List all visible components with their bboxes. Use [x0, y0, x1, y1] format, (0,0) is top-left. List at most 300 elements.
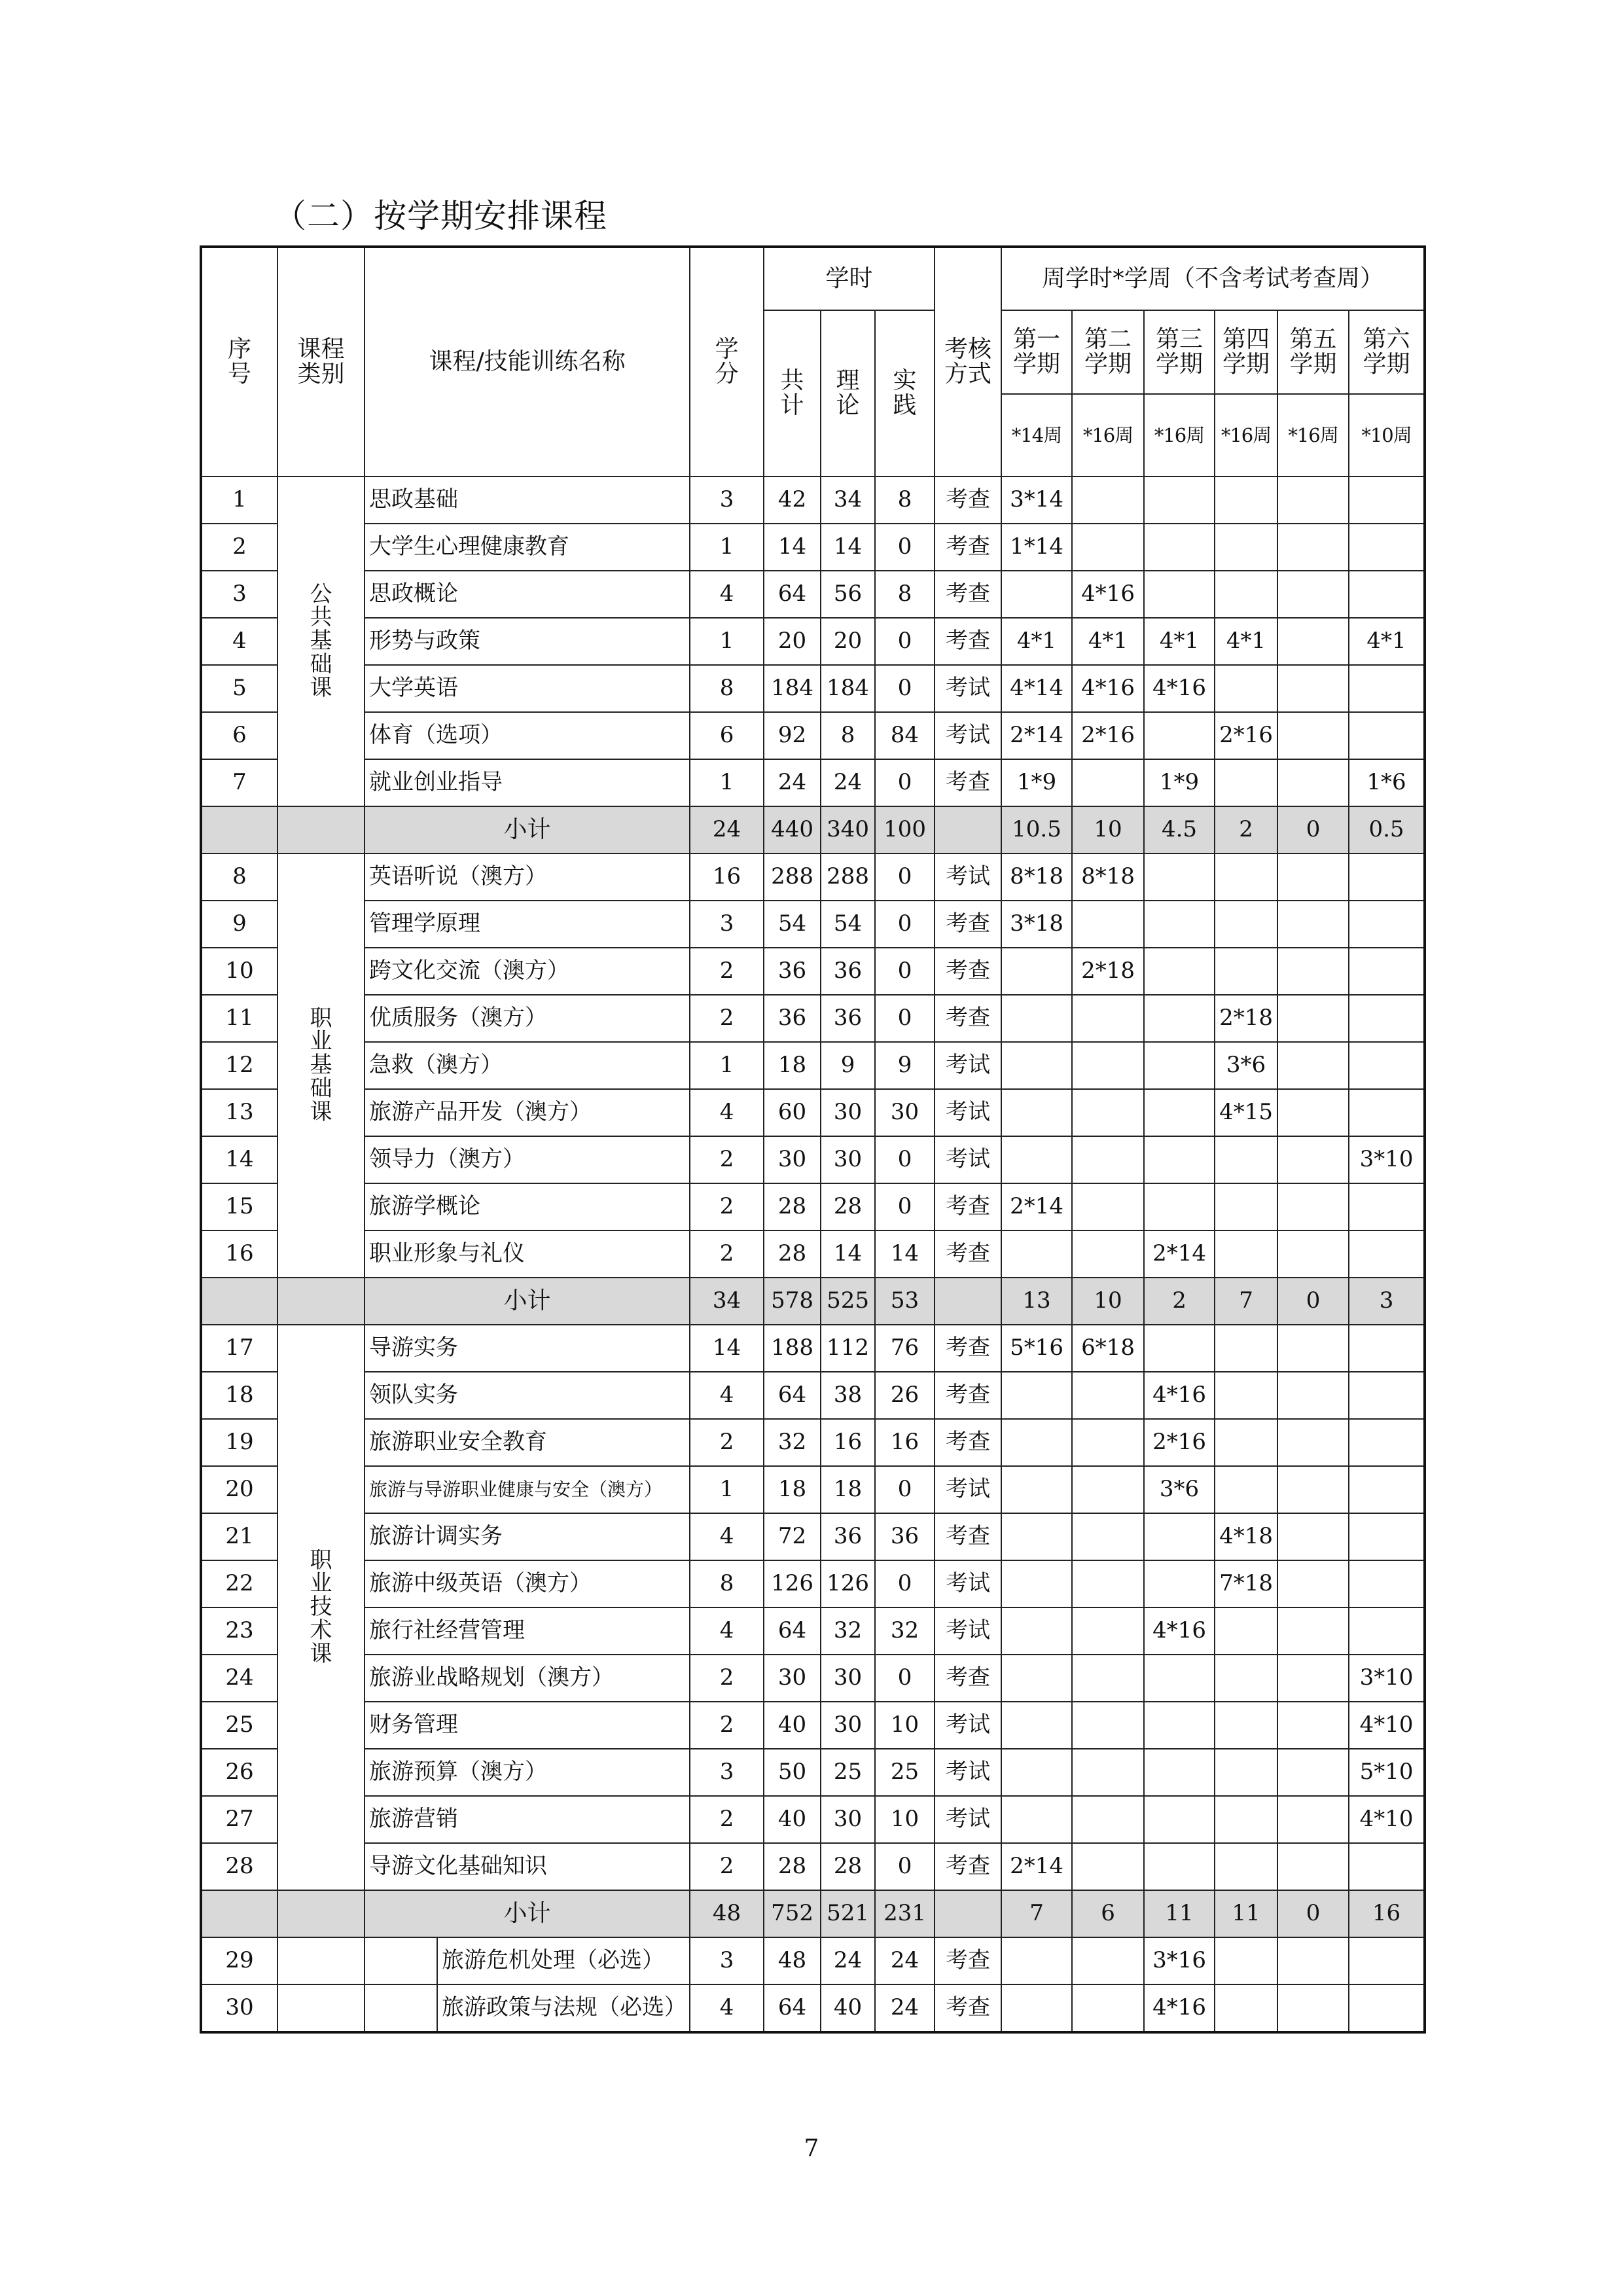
- term-2-hours: [1072, 1230, 1144, 1278]
- term-6-hours: 4*1: [1349, 618, 1425, 665]
- assessment-method: 考查: [935, 759, 1001, 806]
- hours-total: 64: [764, 1984, 821, 2032]
- term-6-hours: [1349, 1325, 1425, 1372]
- term-2-hours: [1072, 901, 1144, 948]
- term-4-hours: [1215, 1230, 1277, 1278]
- subtotal-assessment: [935, 1890, 1001, 1937]
- assessment-method: 考试: [935, 1136, 1001, 1183]
- course-no: 1: [201, 476, 277, 524]
- subtotal-category: [277, 806, 365, 853]
- hours-practice: 0: [875, 1560, 935, 1607]
- term-1-hours: [1001, 1230, 1072, 1278]
- subtotal-term-2: 10: [1072, 806, 1144, 853]
- course-row: [201, 853, 1425, 901]
- term-1-hours: 1*9: [1001, 759, 1072, 806]
- term-2-hours: [1072, 1372, 1144, 1419]
- assessment-method: 考查: [935, 1183, 1001, 1230]
- hours-practice: 0: [875, 853, 935, 901]
- assessment-method: 考查: [935, 476, 1001, 524]
- term-2-hours: [1072, 1796, 1144, 1843]
- term-6-hours: [1349, 476, 1425, 524]
- term-4-hours: [1215, 665, 1277, 712]
- term-3-hours: [1144, 1702, 1215, 1749]
- header-hours: 学时: [764, 247, 935, 310]
- term-3-hours: 2*14: [1144, 1230, 1215, 1278]
- term-4-hours: [1215, 1419, 1277, 1466]
- term-6-hours: 3*10: [1349, 1655, 1425, 1702]
- course-name: 旅游中级英语（澳方）: [365, 1560, 690, 1607]
- course-no: 26: [201, 1749, 277, 1796]
- header-weeks-5: *16周: [1277, 394, 1349, 476]
- term-1-hours: [1001, 1702, 1072, 1749]
- term-4-hours: [1215, 1183, 1277, 1230]
- term-4-hours: [1215, 1607, 1277, 1655]
- term-4-hours: [1215, 476, 1277, 524]
- term-4-hours: [1215, 1466, 1277, 1513]
- subtotal-hours-theory: 521: [821, 1890, 875, 1937]
- course-name: 旅游危机处理（必选）: [437, 1937, 690, 1984]
- term-4-hours: [1215, 1655, 1277, 1702]
- term-6-hours: [1349, 1372, 1425, 1419]
- course-no: 9: [201, 901, 277, 948]
- hours-practice: 36: [875, 1513, 935, 1560]
- course-credit: 6: [690, 712, 764, 759]
- hours-practice: 0: [875, 995, 935, 1042]
- course-name: 旅游产品开发（澳方）: [365, 1089, 690, 1136]
- term-2-hours: [1072, 1042, 1144, 1089]
- term-5-hours: [1277, 1702, 1349, 1749]
- hours-practice: 16: [875, 1419, 935, 1466]
- term-1-hours: [1001, 1136, 1072, 1183]
- hours-theory: 40: [821, 1984, 875, 2032]
- term-5-hours: [1277, 665, 1349, 712]
- subtotal-term-6: 0.5: [1349, 806, 1425, 853]
- course-credit: 3: [690, 1749, 764, 1796]
- course-row: [201, 1419, 1425, 1466]
- header-hours-theory: 理 论: [821, 310, 875, 476]
- header-weekly-hours: 周学时*学周（不含考试考查周）: [1001, 247, 1425, 310]
- subtotal-term-1: 7: [1001, 1890, 1072, 1937]
- course-credit: 4: [690, 1984, 764, 2032]
- subtotal-no: [201, 1278, 277, 1325]
- term-3-hours: [1144, 901, 1215, 948]
- term-4-hours: [1215, 571, 1277, 618]
- hours-theory: 36: [821, 948, 875, 995]
- hours-theory: 126: [821, 1560, 875, 1607]
- subtotal-hours-theory: 525: [821, 1278, 875, 1325]
- subtotal-term-1: 10.5: [1001, 806, 1072, 853]
- hours-practice: 0: [875, 1136, 935, 1183]
- course-row: [201, 1796, 1425, 1843]
- header-term-4: 第四 学期: [1215, 310, 1277, 394]
- course-row: [201, 995, 1425, 1042]
- course-name: 大学生心理健康教育: [365, 524, 690, 571]
- term-4-hours: 7*18: [1215, 1560, 1277, 1607]
- subtotal-no: [201, 1890, 277, 1937]
- course-credit: 16: [690, 853, 764, 901]
- hours-theory: 8: [821, 712, 875, 759]
- term-1-hours: [1001, 1560, 1072, 1607]
- course-row: [201, 1984, 1425, 2032]
- term-3-hours: [1144, 524, 1215, 571]
- course-row: [201, 571, 1425, 618]
- subtotal-row: [201, 1278, 1425, 1325]
- course-no: 15: [201, 1183, 277, 1230]
- hours-total: 14: [764, 524, 821, 571]
- assessment-method: 考查: [935, 1655, 1001, 1702]
- course-row: [201, 618, 1425, 665]
- term-5-hours: [1277, 1937, 1349, 1984]
- term-5-hours: [1277, 1372, 1349, 1419]
- page-number: 7: [804, 2135, 819, 2162]
- course-subcategory: [365, 1984, 437, 2032]
- term-1-hours: 5*16: [1001, 1325, 1072, 1372]
- term-3-hours: [1144, 712, 1215, 759]
- course-no: 20: [201, 1466, 277, 1513]
- term-2-hours: [1072, 1655, 1144, 1702]
- course-row: [201, 1042, 1425, 1089]
- term-1-hours: 3*18: [1001, 901, 1072, 948]
- term-1-hours: 4*14: [1001, 665, 1072, 712]
- subtotal-term-2: 6: [1072, 1890, 1144, 1937]
- term-3-hours: 2*16: [1144, 1419, 1215, 1466]
- term-3-hours: 1*9: [1144, 759, 1215, 806]
- term-4-hours: [1215, 1796, 1277, 1843]
- term-3-hours: [1144, 1796, 1215, 1843]
- course-no: 12: [201, 1042, 277, 1089]
- term-5-hours: [1277, 759, 1349, 806]
- hours-total: 126: [764, 1560, 821, 1607]
- term-6-hours: 3*10: [1349, 1136, 1425, 1183]
- hours-theory: 28: [821, 1843, 875, 1890]
- hours-theory: 14: [821, 1230, 875, 1278]
- header-weeks-3: *16周: [1144, 394, 1215, 476]
- term-6-hours: [1349, 1089, 1425, 1136]
- assessment-method: 考查: [935, 1419, 1001, 1466]
- course-name: 领导力（澳方）: [365, 1136, 690, 1183]
- course-row: [201, 1136, 1425, 1183]
- hours-theory: 56: [821, 571, 875, 618]
- hours-total: 36: [764, 995, 821, 1042]
- subtotal-label: 小计: [365, 806, 690, 853]
- hours-theory: 184: [821, 665, 875, 712]
- course-no: 2: [201, 524, 277, 571]
- course-credit: 3: [690, 901, 764, 948]
- course-no: 24: [201, 1655, 277, 1702]
- category-label: 职 业 技 术 课: [277, 1325, 365, 1890]
- assessment-method: 考试: [935, 665, 1001, 712]
- term-5-hours: [1277, 1042, 1349, 1089]
- hours-total: 60: [764, 1089, 821, 1136]
- subtotal-category: [277, 1890, 365, 1937]
- term-2-hours: [1072, 524, 1144, 571]
- course-row: [201, 1702, 1425, 1749]
- term-4-hours: 4*15: [1215, 1089, 1277, 1136]
- hours-theory: 30: [821, 1655, 875, 1702]
- course-row: [201, 901, 1425, 948]
- assessment-method: 考查: [935, 524, 1001, 571]
- assessment-method: 考查: [935, 618, 1001, 665]
- term-4-hours: [1215, 1136, 1277, 1183]
- term-6-hours: [1349, 1560, 1425, 1607]
- term-2-hours: 4*16: [1072, 571, 1144, 618]
- subtotal-category: [277, 1278, 365, 1325]
- term-1-hours: [1001, 1466, 1072, 1513]
- subtotal-credit: 24: [690, 806, 764, 853]
- course-name: 旅游学概论: [365, 1183, 690, 1230]
- term-5-hours: [1277, 1607, 1349, 1655]
- course-row: [201, 1560, 1425, 1607]
- term-4-hours: [1215, 1984, 1277, 2032]
- hours-theory: 288: [821, 853, 875, 901]
- course-row: [201, 476, 1425, 524]
- term-2-hours: [1072, 1513, 1144, 1560]
- term-2-hours: [1072, 1937, 1144, 1984]
- term-5-hours: [1277, 901, 1349, 948]
- hours-total: 188: [764, 1325, 821, 1372]
- term-2-hours: [1072, 1843, 1144, 1890]
- subtotal-row: [201, 1890, 1425, 1937]
- term-1-hours: [1001, 1372, 1072, 1419]
- course-no: 8: [201, 853, 277, 901]
- hours-practice: 26: [875, 1372, 935, 1419]
- hours-practice: 0: [875, 1843, 935, 1890]
- header-term-2: 第二 学期: [1072, 310, 1144, 394]
- hours-theory: 32: [821, 1607, 875, 1655]
- course-row: [201, 1513, 1425, 1560]
- course-credit: 4: [690, 1372, 764, 1419]
- term-6-hours: [1349, 1183, 1425, 1230]
- subtotal-credit: 48: [690, 1890, 764, 1937]
- header-weeks-4: *16周: [1215, 394, 1277, 476]
- term-3-hours: [1144, 1655, 1215, 1702]
- term-4-hours: 4*1: [1215, 618, 1277, 665]
- course-no: 22: [201, 1560, 277, 1607]
- course-name: 形势与政策: [365, 618, 690, 665]
- hours-theory: 34: [821, 476, 875, 524]
- hours-total: 30: [764, 1655, 821, 1702]
- term-4-hours: [1215, 901, 1277, 948]
- term-5-hours: [1277, 1230, 1349, 1278]
- assessment-method: 考查: [935, 571, 1001, 618]
- course-subcategory: [365, 1937, 437, 1984]
- hours-total: 40: [764, 1702, 821, 1749]
- term-4-hours: [1215, 853, 1277, 901]
- course-no: 19: [201, 1419, 277, 1466]
- hours-total: 42: [764, 476, 821, 524]
- term-5-hours: [1277, 1419, 1349, 1466]
- subtotal-no: [201, 806, 277, 853]
- assessment-method: 考查: [935, 901, 1001, 948]
- subtotal-term-6: 3: [1349, 1278, 1425, 1325]
- course-row: [201, 1843, 1425, 1890]
- term-6-hours: 1*6: [1349, 759, 1425, 806]
- hours-total: 24: [764, 759, 821, 806]
- term-5-hours: [1277, 1655, 1349, 1702]
- hours-theory: 54: [821, 901, 875, 948]
- hours-practice: 25: [875, 1749, 935, 1796]
- course-name: 旅游业战略规划（澳方）: [365, 1655, 690, 1702]
- subtotal-label: 小计: [365, 1278, 690, 1325]
- term-1-hours: 4*1: [1001, 618, 1072, 665]
- subtotal-hours-total: 440: [764, 806, 821, 853]
- header-row-1: [201, 247, 1425, 310]
- term-4-hours: [1215, 1843, 1277, 1890]
- course-credit: 8: [690, 665, 764, 712]
- course-name: 职业形象与礼仪: [365, 1230, 690, 1278]
- assessment-method: 考试: [935, 1466, 1001, 1513]
- course-credit: 2: [690, 1230, 764, 1278]
- term-1-hours: [1001, 1419, 1072, 1466]
- hours-practice: 0: [875, 1466, 935, 1513]
- header-hours-practice: 实 践: [875, 310, 935, 476]
- assessment-method: 考查: [935, 995, 1001, 1042]
- hours-practice: 10: [875, 1796, 935, 1843]
- term-3-hours: [1144, 571, 1215, 618]
- term-5-hours: [1277, 524, 1349, 571]
- hours-total: 36: [764, 948, 821, 995]
- hours-theory: 14: [821, 524, 875, 571]
- assessment-method: 考查: [935, 1937, 1001, 1984]
- term-3-hours: [1144, 1749, 1215, 1796]
- course-row: [201, 759, 1425, 806]
- hours-total: 64: [764, 1607, 821, 1655]
- course-credit: 3: [690, 1937, 764, 1984]
- course-credit: 2: [690, 948, 764, 995]
- subtotal-hours-practice: 100: [875, 806, 935, 853]
- course-credit: 1: [690, 759, 764, 806]
- hours-theory: 20: [821, 618, 875, 665]
- hours-theory: 24: [821, 1937, 875, 1984]
- hours-theory: 36: [821, 1513, 875, 1560]
- course-credit: 3: [690, 476, 764, 524]
- assessment-method: 考试: [935, 712, 1001, 759]
- hours-total: 30: [764, 1136, 821, 1183]
- term-3-hours: 4*1: [1144, 618, 1215, 665]
- hours-theory: 25: [821, 1749, 875, 1796]
- term-6-hours: [1349, 853, 1425, 901]
- course-no: 17: [201, 1325, 277, 1372]
- term-2-hours: [1072, 759, 1144, 806]
- term-1-hours: 8*18: [1001, 853, 1072, 901]
- course-name: 急救（澳方）: [365, 1042, 690, 1089]
- term-1-hours: [1001, 1607, 1072, 1655]
- hours-practice: 0: [875, 524, 935, 571]
- subtotal-assessment: [935, 1278, 1001, 1325]
- term-1-hours: [1001, 1937, 1072, 1984]
- term-4-hours: [1215, 1325, 1277, 1372]
- term-3-hours: [1144, 1560, 1215, 1607]
- assessment-method: 考试: [935, 853, 1001, 901]
- subtotal-term-3: 4.5: [1144, 806, 1215, 853]
- course-credit: 4: [690, 1513, 764, 1560]
- term-2-hours: [1072, 1749, 1144, 1796]
- course-category: [277, 1937, 365, 1984]
- term-1-hours: [1001, 1655, 1072, 1702]
- course-row: [201, 1183, 1425, 1230]
- term-4-hours: 4*18: [1215, 1513, 1277, 1560]
- term-6-hours: [1349, 1419, 1425, 1466]
- course-name: 旅行社经营管理: [365, 1607, 690, 1655]
- hours-practice: 0: [875, 1655, 935, 1702]
- term-2-hours: [1072, 1419, 1144, 1466]
- hours-practice: 8: [875, 571, 935, 618]
- hours-total: 20: [764, 618, 821, 665]
- course-name: 体育（选项）: [365, 712, 690, 759]
- course-row: [201, 665, 1425, 712]
- term-2-hours: [1072, 1183, 1144, 1230]
- assessment-method: 考试: [935, 1749, 1001, 1796]
- term-3-hours: 4*16: [1144, 1607, 1215, 1655]
- course-no: 7: [201, 759, 277, 806]
- hours-practice: 32: [875, 1607, 935, 1655]
- term-2-hours: [1072, 1089, 1144, 1136]
- subtotal-term-5: 0: [1277, 1890, 1349, 1937]
- term-4-hours: [1215, 1372, 1277, 1419]
- subtotal-term-2: 10: [1072, 1278, 1144, 1325]
- course-credit: 2: [690, 1419, 764, 1466]
- hours-total: 28: [764, 1230, 821, 1278]
- course-schedule-table: [200, 245, 1426, 2034]
- course-no: 30: [201, 1984, 277, 2032]
- course-credit: 2: [690, 1183, 764, 1230]
- term-5-hours: [1277, 1513, 1349, 1560]
- course-no: 25: [201, 1702, 277, 1749]
- hours-total: 54: [764, 901, 821, 948]
- course-name: 导游实务: [365, 1325, 690, 1372]
- term-2-hours: 8*18: [1072, 853, 1144, 901]
- subtotal-hours-total: 752: [764, 1890, 821, 1937]
- term-6-hours: [1349, 1042, 1425, 1089]
- assessment-method: 考试: [935, 1702, 1001, 1749]
- hours-theory: 36: [821, 995, 875, 1042]
- hours-total: 64: [764, 1372, 821, 1419]
- course-name: 大学英语: [365, 665, 690, 712]
- subtotal-term-4: 7: [1215, 1278, 1277, 1325]
- term-4-hours: 2*16: [1215, 712, 1277, 759]
- term-6-hours: 4*10: [1349, 1702, 1425, 1749]
- hours-total: 288: [764, 853, 821, 901]
- hours-theory: 38: [821, 1372, 875, 1419]
- term-3-hours: [1144, 1183, 1215, 1230]
- course-no: 28: [201, 1843, 277, 1890]
- course-row: [201, 1466, 1425, 1513]
- assessment-method: 考查: [935, 1372, 1001, 1419]
- term-5-hours: [1277, 1325, 1349, 1372]
- term-2-hours: 2*16: [1072, 712, 1144, 759]
- course-no: 4: [201, 618, 277, 665]
- subtotal-term-5: 0: [1277, 1278, 1349, 1325]
- term-6-hours: [1349, 1230, 1425, 1278]
- hours-theory: 28: [821, 1183, 875, 1230]
- term-6-hours: [1349, 1466, 1425, 1513]
- course-no: 13: [201, 1089, 277, 1136]
- term-3-hours: [1144, 1136, 1215, 1183]
- header-weeks-1: *14周: [1001, 394, 1072, 476]
- course-name: 思政基础: [365, 476, 690, 524]
- term-4-hours: 2*18: [1215, 995, 1277, 1042]
- term-6-hours: [1349, 712, 1425, 759]
- assessment-method: 考查: [935, 1325, 1001, 1372]
- subtotal-assessment: [935, 806, 1001, 853]
- assessment-method: 考试: [935, 1560, 1001, 1607]
- course-name: 旅游职业安全教育: [365, 1419, 690, 1466]
- header-course-name: 课程/技能训练名称: [365, 247, 690, 476]
- course-name: 思政概论: [365, 571, 690, 618]
- hours-practice: 0: [875, 901, 935, 948]
- course-row: [201, 1089, 1425, 1136]
- hours-theory: 30: [821, 1136, 875, 1183]
